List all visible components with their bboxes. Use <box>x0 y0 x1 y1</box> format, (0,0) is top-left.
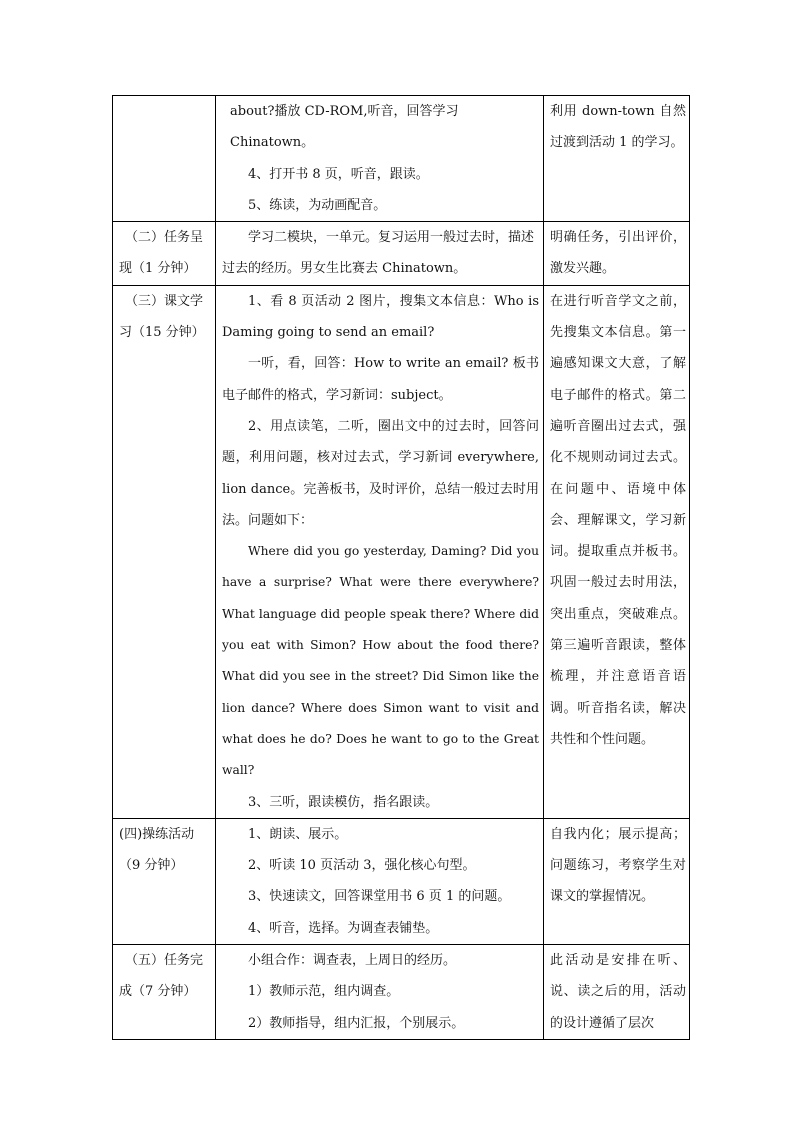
activity-cell <box>216 818 544 944</box>
stage-cell <box>113 96 216 222</box>
activity-cell <box>216 96 544 222</box>
activity-cell <box>216 945 544 1040</box>
purpose-cell <box>544 818 690 944</box>
activity-line: 2、用点读笔，二听，圈出文中的过去时，回答问题，利用问题，核对过去式，学习新词 everywhere, lion dance。完善板书，及时评价，总结一般过去时用法。问题如下： <box>222 418 539 528</box>
activity-line: 5、练读，为动画配音。 <box>248 197 387 213</box>
activity-cell <box>216 222 544 286</box>
activity-cell <box>216 285 544 818</box>
activity-line: 1、看 8 页活动 2 图片，搜集文本信息：Who is Daming going to send an email? <box>222 293 539 341</box>
table-row <box>113 96 690 222</box>
table-row <box>113 222 690 286</box>
stage-cell <box>113 945 216 1040</box>
purpose-text: 自我内化；展示提高；问题练习，考察学生对课文的掌握情况。 <box>550 826 686 905</box>
activity-line: 小组合作：调查表，上周日的经历。 <box>248 953 457 969</box>
activity-line: 2、听读 10 页活动 3，强化核心句型。 <box>248 858 476 874</box>
stage-text: (四)操练活动（9 分钟） <box>119 826 195 874</box>
activity-line: about?播放 CD-ROM,听音，回答学习 Chinatown。 <box>230 104 459 151</box>
purpose-cell <box>544 96 690 222</box>
activity-line: 学习二模块，一单元。复习运用一般过去时，描述过去的经历。男女生比赛去 Chinatown。 <box>222 230 535 277</box>
lesson-plan-table <box>112 95 690 1040</box>
purpose-text: 此活动是安排在听、说、读之后的用，活动的设计遵循了层次 <box>550 953 686 1031</box>
stage-text: （二）任务呈现（1 分钟） <box>119 230 204 277</box>
stage-text: （三）课文学习（15 分钟） <box>119 293 205 341</box>
activity-line: 4、听音，选择。为调查表铺垫。 <box>248 920 439 936</box>
activity-line: 3、三听，跟读模仿，指名跟读。 <box>248 794 439 810</box>
activity-line: 2）教师指导，组内汇报，个别展示。 <box>248 1015 465 1031</box>
activity-line: 1、朗读、展示。 <box>248 826 348 842</box>
question-list: Where did you go yesterday, Daming? Did you have a surprise? What were there everywhere? What language did people speak there? Where did you eat with Simon? How about the food there? What did you see in the street? Did Simon like the lion dance? Where does Simon want to visit and what does he do? Does he want to go to the Great wall? <box>222 544 539 778</box>
purpose-text: 利用 down-town 自然过渡到活动 1 的学习。 <box>550 104 686 151</box>
activity-line: 4、打开书 8 页，听音，跟读。 <box>248 166 429 182</box>
purpose-cell <box>544 945 690 1040</box>
purpose-cell <box>544 285 690 818</box>
table-row <box>113 945 690 1040</box>
stage-cell <box>113 285 216 818</box>
activity-line: 3、快速读文，回答课堂用书 6 页 1 的问题。 <box>248 889 511 905</box>
table-row <box>113 818 690 944</box>
stage-cell <box>113 222 216 286</box>
table-row <box>113 285 690 818</box>
activity-line: 1）教师示范，组内调查。 <box>248 984 400 1000</box>
activity-line: 一听，看，回答：How to write an email? 板书电子邮件的格式，学习新词：subject。 <box>222 356 539 403</box>
purpose-cell <box>544 222 690 286</box>
purpose-text: 明确任务，引出评价，激发兴趣。 <box>550 230 686 277</box>
stage-cell <box>113 818 216 944</box>
purpose-text: 在进行听音学文之前，先搜集文本信息。第一遍感知课文大意，了解电子邮件的格式。第二遍听音圈出过去式，强化不规则动词过去式。在问题中、语境中体会、理解课文，学习新词。提取重点并板书。巩固一般过去时用法，突出重点，突破难点。第三遍听音跟读，整体梳理，并注意语音语调。听音指名读，解决共性和个性问题。 <box>550 293 686 747</box>
stage-text: （五）任务完成（7 分钟） <box>119 953 204 1000</box>
